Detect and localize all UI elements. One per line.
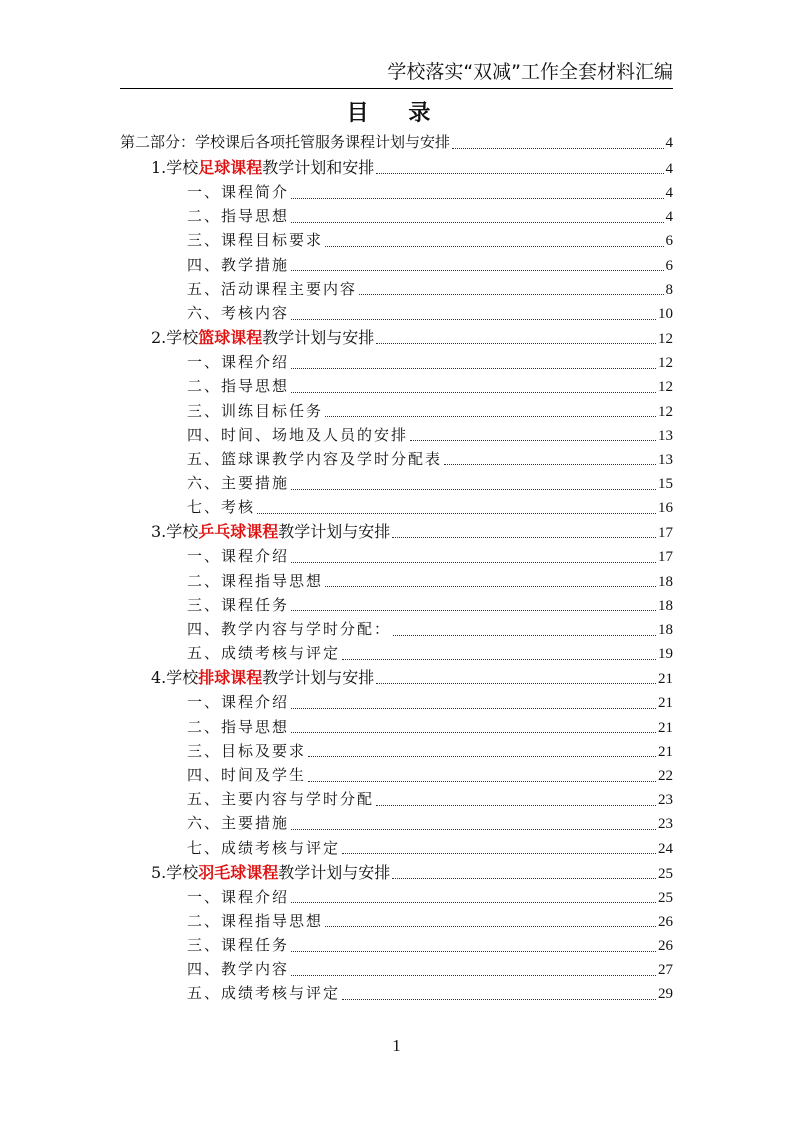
toc-entry-label <box>187 471 289 495</box>
toc-entry-text: 五、成绩考核与评定 <box>187 644 341 663</box>
toc-entry-label <box>187 909 323 933</box>
toc-entry-label <box>120 130 450 155</box>
dot-leader <box>359 294 663 295</box>
page-number: 1 <box>392 1036 401 1055</box>
dot-leader <box>392 537 656 538</box>
toc-entry-label <box>187 885 289 909</box>
toc-entry-text: 三、课程任务 <box>187 936 290 955</box>
toc-subentry[interactable] <box>120 301 673 325</box>
toc-page-number: 13 <box>658 451 673 468</box>
toc-entry-text: 4.学校 <box>151 668 199 688</box>
toc-entry-label <box>187 690 289 714</box>
toc-entry-label <box>187 423 408 447</box>
toc-subentry[interactable] <box>120 933 673 957</box>
dot-leader <box>325 926 656 927</box>
toc-page-number: 21 <box>658 671 673 688</box>
dot-leader <box>291 562 656 563</box>
toc-page-number: 12 <box>658 331 673 348</box>
toc-entry-label <box>187 495 255 519</box>
toc-page-number: 18 <box>658 597 673 614</box>
toc-entry-label <box>187 180 289 204</box>
toc-subentry[interactable] <box>120 909 673 933</box>
dot-leader <box>342 999 656 1000</box>
toc-subentry[interactable] <box>120 180 673 204</box>
dot-leader <box>376 343 656 344</box>
dot-leader <box>291 222 663 223</box>
toc-entry-text: 三、课程任务 <box>187 595 290 614</box>
toc-subentry[interactable] <box>120 593 673 617</box>
toc-entry-label <box>187 957 289 981</box>
toc-entry-text: 五、主要内容与学时分配 <box>187 790 375 809</box>
toc-page-number: 4 <box>665 161 673 177</box>
toc-entry-text: 六、主要措施 <box>187 474 290 493</box>
toc-entry-text: 二、课程指导思想 <box>187 571 324 590</box>
toc-subentry[interactable] <box>120 569 673 593</box>
toc-entry-text: 五、活动课程主要内容 <box>187 279 358 298</box>
toc-entry-text: 2.学校 <box>151 328 199 348</box>
toc-subentry[interactable] <box>120 253 673 277</box>
toc-page-number: 27 <box>658 962 673 979</box>
toc-entry-text: 三、训练目标任务 <box>187 401 324 420</box>
toc-section-entry[interactable] <box>120 155 673 180</box>
toc-entry-label <box>187 301 289 325</box>
toc-entry-text: 三、目标及要求 <box>187 741 307 760</box>
dot-leader <box>291 489 656 490</box>
toc-page-number: 26 <box>658 913 673 930</box>
dot-leader <box>291 829 656 830</box>
toc-page-number: 29 <box>658 986 673 1003</box>
toc-subentry[interactable] <box>120 739 673 763</box>
dot-leader <box>291 708 656 709</box>
toc-page-number: 17 <box>658 525 673 542</box>
toc-section-entry[interactable] <box>120 519 673 544</box>
dot-leader <box>452 148 663 149</box>
toc-page-number: 24 <box>658 840 673 857</box>
toc-entry-label <box>151 519 390 544</box>
toc-page-number: 21 <box>658 695 673 712</box>
toc-entry-label <box>187 739 306 763</box>
toc-page-number: 4 <box>665 209 673 226</box>
toc-subentry[interactable] <box>120 471 673 495</box>
toc-subentry[interactable] <box>120 811 673 835</box>
toc-subentry[interactable] <box>120 763 673 787</box>
toc-entry-text-suffix: 教学计划与安排 <box>278 522 391 542</box>
toc-section-entry[interactable] <box>120 325 673 350</box>
toc-subentry[interactable] <box>120 447 673 471</box>
dot-leader <box>308 756 656 757</box>
toc-entry-text: 六、主要措施 <box>187 814 290 833</box>
toc-subentry[interactable] <box>120 690 673 714</box>
dot-leader <box>376 683 656 684</box>
dot-leader <box>257 513 656 514</box>
toc-page-number: 22 <box>658 767 673 784</box>
toc-page-number: 15 <box>658 476 673 493</box>
dot-leader <box>376 173 663 174</box>
toc-entry-highlight: 羽毛球课程 <box>198 862 279 882</box>
toc-part-entry[interactable] <box>120 130 673 155</box>
toc-entry-label <box>187 617 391 641</box>
toc-page-number: 21 <box>658 719 673 736</box>
toc-page-number: 18 <box>658 573 673 590</box>
dot-leader <box>291 902 656 903</box>
dot-leader <box>291 732 656 733</box>
toc-subentry[interactable] <box>120 836 673 860</box>
toc-entry-label <box>187 228 323 252</box>
toc-subentry[interactable] <box>120 423 673 447</box>
toc-entry-text: 四、时间及学生 <box>187 765 307 784</box>
page-header <box>120 58 673 89</box>
dot-leader <box>342 659 656 660</box>
toc-entry-label <box>187 204 289 228</box>
toc-entry-text-suffix: 教学计划和安排 <box>262 158 375 177</box>
toc-subentry[interactable] <box>120 374 673 398</box>
toc-page-number: 26 <box>658 938 673 955</box>
toc-page-number: 10 <box>658 305 673 322</box>
toc-page-number: 18 <box>658 622 673 638</box>
toc-subentry[interactable] <box>120 544 673 568</box>
dot-leader <box>325 246 663 247</box>
toc-entry-label <box>151 325 374 350</box>
toc-subentry[interactable] <box>120 885 673 909</box>
toc-entry-label <box>187 544 289 568</box>
toc-entry-text: 四、教学内容与学时分配： <box>187 620 392 638</box>
dot-leader <box>291 392 656 393</box>
toc-subentry[interactable] <box>120 204 673 228</box>
toc-page-number: 23 <box>658 816 673 833</box>
dot-leader <box>291 198 663 199</box>
toc-section-entry[interactable] <box>120 860 673 885</box>
toc-entry-label <box>187 981 340 1005</box>
toc-entry-text: 一、课程简介 <box>187 183 290 201</box>
toc-entry-label <box>151 665 374 690</box>
table-of-contents <box>120 130 673 1006</box>
toc-entry-text: 五、成绩考核与评定 <box>187 984 341 1003</box>
toc-page-number: 25 <box>658 865 673 882</box>
toc-entry-label <box>187 569 323 593</box>
toc-entry-text-suffix: 教学计划与安排 <box>262 328 375 348</box>
toc-entry-text: 二、指导思想 <box>187 377 290 396</box>
toc-page-number: 16 <box>658 500 673 517</box>
dot-leader <box>291 270 663 271</box>
toc-entry-text: 四、时间、场地及人员的安排 <box>187 425 409 444</box>
toc-entry-text: 1.学校 <box>151 158 199 177</box>
toc-entry-text: 二、课程指导思想 <box>187 911 324 930</box>
dot-leader <box>291 951 656 952</box>
dot-leader <box>291 319 656 320</box>
toc-title: 目 录 <box>346 101 447 126</box>
toc-entry-text: 一、课程介绍 <box>187 353 290 372</box>
toc-page-number: 4 <box>665 185 673 201</box>
toc-page-number: 6 <box>665 257 673 274</box>
toc-entry-text: 二、指导思想 <box>187 207 290 226</box>
toc-page-number: 8 <box>665 281 673 298</box>
toc-entry-text: 四、教学措施 <box>187 255 290 274</box>
toc-entry-highlight: 排球课程 <box>198 668 263 688</box>
toc-entry-text: 一、课程介绍 <box>187 547 290 566</box>
toc-entry-text: 五、篮球课教学内容及学时分配表 <box>187 449 443 468</box>
toc-entry-label <box>187 399 323 423</box>
toc-entry-text: 3.学校 <box>151 522 199 542</box>
dot-leader <box>393 635 656 636</box>
toc-entry-label <box>187 787 374 811</box>
toc-page-number: 19 <box>658 646 673 663</box>
toc-entry-text-suffix: 教学计划与安排 <box>278 862 391 882</box>
toc-entry-text: 一、课程介绍 <box>187 693 290 712</box>
dot-leader <box>291 975 656 976</box>
dot-leader <box>392 878 656 879</box>
toc-entry-text: 三、课程目标要求 <box>187 231 324 250</box>
toc-entry-text: 七、成绩考核与评定 <box>187 838 341 857</box>
dot-leader <box>376 805 656 806</box>
dot-leader <box>410 440 656 441</box>
toc-page-number: 23 <box>658 792 673 809</box>
toc-subentry[interactable] <box>120 495 673 519</box>
dot-leader <box>291 368 656 369</box>
toc-entry-label <box>187 277 357 301</box>
toc-entry-text: 二、指导思想 <box>187 717 290 736</box>
toc-page-number: 21 <box>658 743 673 760</box>
dot-leader <box>325 416 656 417</box>
toc-subentry[interactable] <box>120 399 673 423</box>
toc-page-number: 17 <box>658 549 673 566</box>
toc-subentry[interactable] <box>120 957 673 981</box>
toc-entry-label <box>187 836 340 860</box>
toc-entry-highlight: 足球课程 <box>198 158 263 177</box>
toc-page-number: 12 <box>658 355 673 372</box>
toc-entry-text: 一、课程介绍 <box>187 887 290 906</box>
toc-subentry[interactable] <box>120 787 673 811</box>
toc-entry-label <box>187 253 289 277</box>
dot-leader <box>308 781 656 782</box>
toc-section-entry[interactable] <box>120 665 673 690</box>
dot-leader <box>444 464 656 465</box>
toc-page-number: 4 <box>665 135 673 151</box>
toc-subentry[interactable] <box>120 350 673 374</box>
toc-entry-text: 第二部分：学校课后各项托管服务课程计划与安排 <box>120 133 451 151</box>
toc-entry-text: 四、教学内容 <box>187 960 290 979</box>
toc-entry-text: 5.学校 <box>151 862 199 882</box>
toc-subentry[interactable] <box>120 228 673 252</box>
toc-entry-highlight: 篮球课程 <box>198 328 263 348</box>
toc-entry-highlight: 乒乓球课程 <box>198 522 279 542</box>
toc-entry-text: 六、考核内容 <box>187 303 290 322</box>
toc-entry-text-suffix: 教学计划与安排 <box>262 668 375 688</box>
dot-leader <box>325 586 656 587</box>
toc-subentry[interactable] <box>120 715 673 739</box>
toc-entry-label <box>187 641 340 665</box>
toc-entry-label <box>187 593 289 617</box>
toc-entry-label <box>187 374 289 398</box>
toc-entry-text: 七、考核 <box>187 498 256 517</box>
toc-entry-label <box>151 155 374 180</box>
toc-page-number: 12 <box>658 403 673 420</box>
toc-entry-label <box>187 933 289 957</box>
dot-leader <box>291 610 656 611</box>
toc-page-number: 6 <box>665 233 673 250</box>
header-title: 学校落实“双减”工作全套材料汇编 <box>387 61 673 83</box>
toc-entry-label <box>187 715 289 739</box>
toc-entry-label <box>187 763 306 787</box>
dot-leader <box>342 853 656 854</box>
toc-page-number: 12 <box>658 379 673 396</box>
toc-page-number: 13 <box>658 427 673 444</box>
toc-entry-label <box>187 447 442 471</box>
toc-entry-label <box>187 811 289 835</box>
toc-subentry[interactable] <box>120 617 673 641</box>
toc-subentry[interactable] <box>120 981 673 1005</box>
toc-subentry[interactable] <box>120 641 673 665</box>
toc-entry-label <box>187 350 289 374</box>
toc-page-number: 25 <box>658 889 673 906</box>
toc-entry-label <box>151 860 390 885</box>
toc-subentry[interactable] <box>120 277 673 301</box>
